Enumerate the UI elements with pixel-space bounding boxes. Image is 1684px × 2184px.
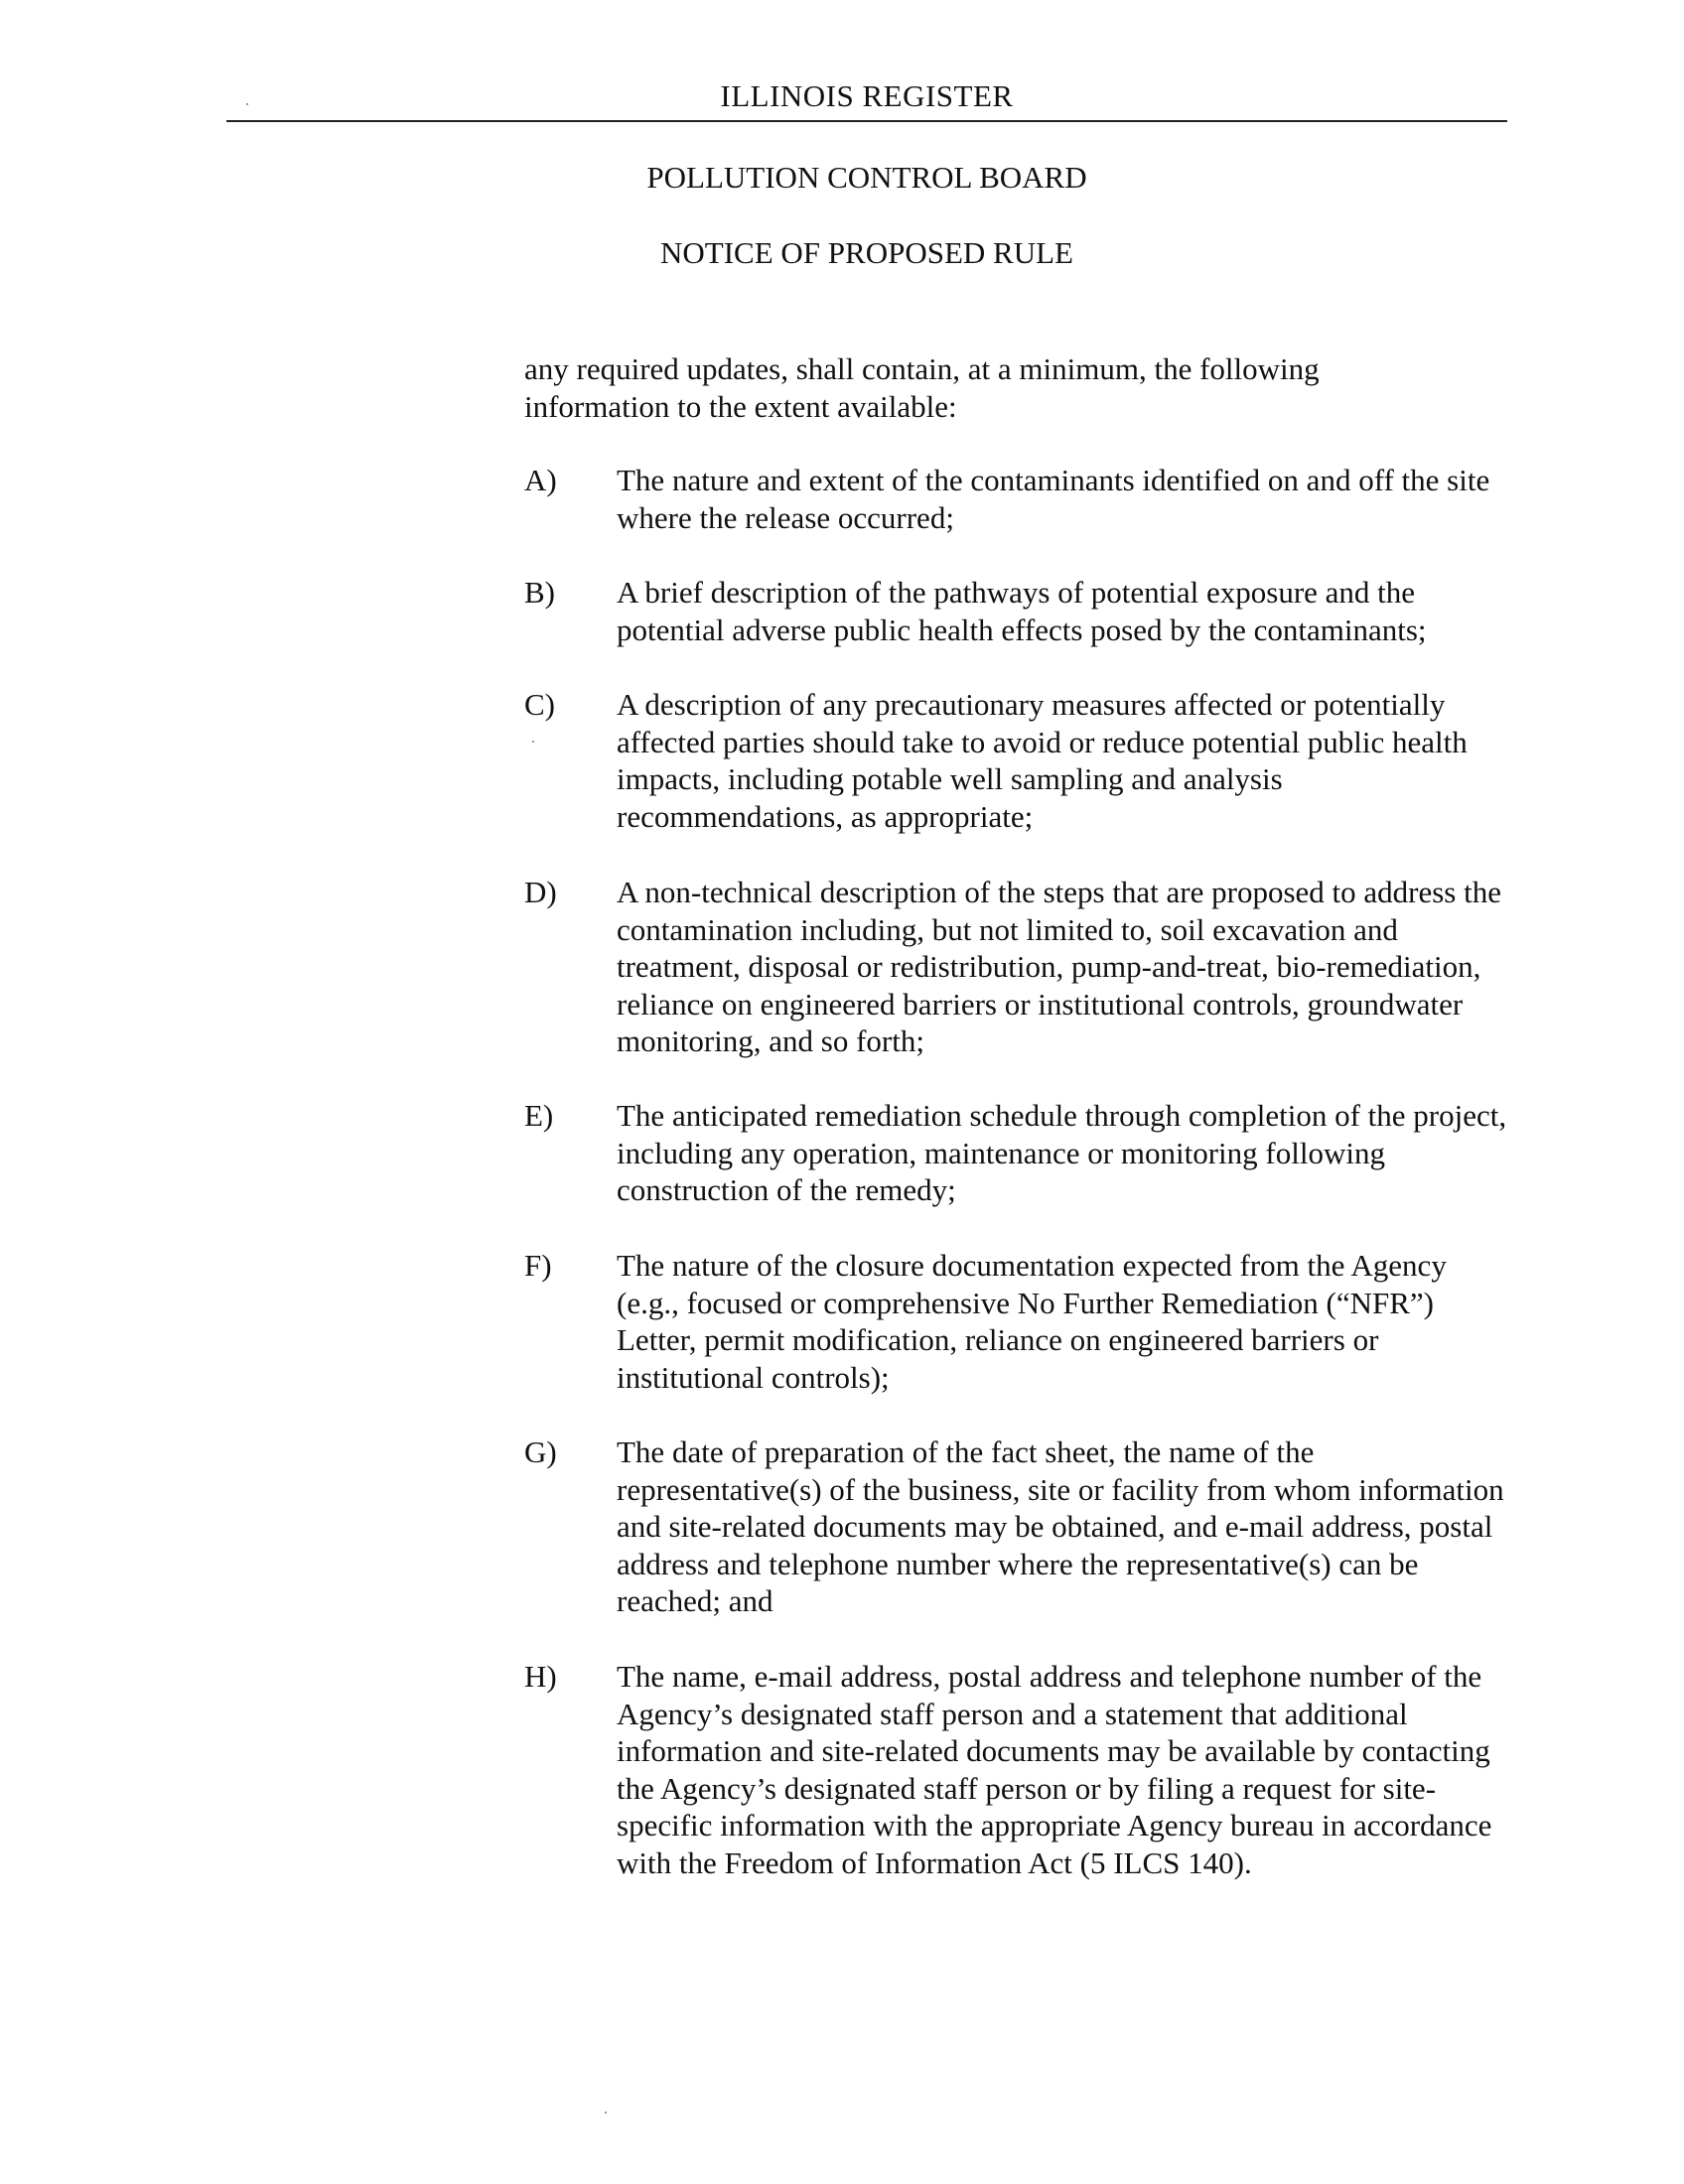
item-text-h: The name, e-mail address, postal address and telephone number of the Agency’s designated staff person and a statement that additional information and site-related documents may be available by contacting the Agency’s designated staff person or by filing a request for site-specific information with the appropriate Agency bureau in accordance with the Freedom of Information Act (5 ILCS 140).: [617, 1659, 1492, 1880]
item-letter-b: B): [524, 575, 555, 610]
item-text-g: The date of preparation of the fact sheet, the name of the representative(s) of the business, site or facility from whom information and site-related documents may be obtained, and e-mail address, postal address and telephone number where the representative(s) can be reached; and: [617, 1434, 1504, 1618]
register-header: ILLINOIS REGISTER: [720, 78, 1014, 113]
item-text-d: A non-technical description of the steps that are proposed to address the contamination including, but not limited to, soil excavation and treatment, disposal or redistribution, pump-and-treat, bio-remediation, reliance on engineered barriers or institutional controls, groundwater monitoring, and so forth;: [617, 875, 1501, 1058]
item-letter-g: G): [524, 1434, 557, 1469]
scan-speck: [605, 2112, 607, 2114]
board-name: POLLUTION CONTROL BOARD: [646, 160, 1087, 195]
item-letter-h: H): [524, 1659, 557, 1694]
item-text-f: The nature of the closure documentation expected from the Agency (e.g., focused or comprehensive No Further Remediation (“NFR”) Letter, permit modification, reliance on engineered barriers or institutional controls);: [617, 1248, 1447, 1395]
item-letter-d: D): [524, 875, 557, 909]
notice-title: NOTICE OF PROPOSED RULE: [660, 235, 1073, 270]
item-text-b: A brief description of the pathways of potential exposure and the potential adverse public health effects posed by the contaminants;: [617, 575, 1427, 647]
item-text-a: The nature and extent of the contaminants identified on and off the site where the release occurred;: [617, 463, 1490, 535]
item-letter-a: A): [524, 463, 557, 497]
intro-paragraph: any required updates, shall contain, at a minimum, the following information to the extent available:: [524, 351, 1320, 424]
item-letter-e: E): [524, 1098, 554, 1133]
item-letter-c: C): [524, 687, 555, 722]
item-letter-f: F): [524, 1248, 552, 1283]
item-text-e: The anticipated remediation schedule through completion of the project, including any operation, maintenance or monitoring following construction of the remedy;: [617, 1098, 1507, 1207]
header-rule: [226, 120, 1507, 122]
scan-speck: [246, 103, 248, 105]
item-text-c: A description of any precautionary measures affected or potentially affected parties should take to avoid or reduce potential public health impacts, including potable well sampling and analysis recommendations, as appropriate;: [617, 687, 1468, 834]
scan-speck: [532, 741, 534, 743]
